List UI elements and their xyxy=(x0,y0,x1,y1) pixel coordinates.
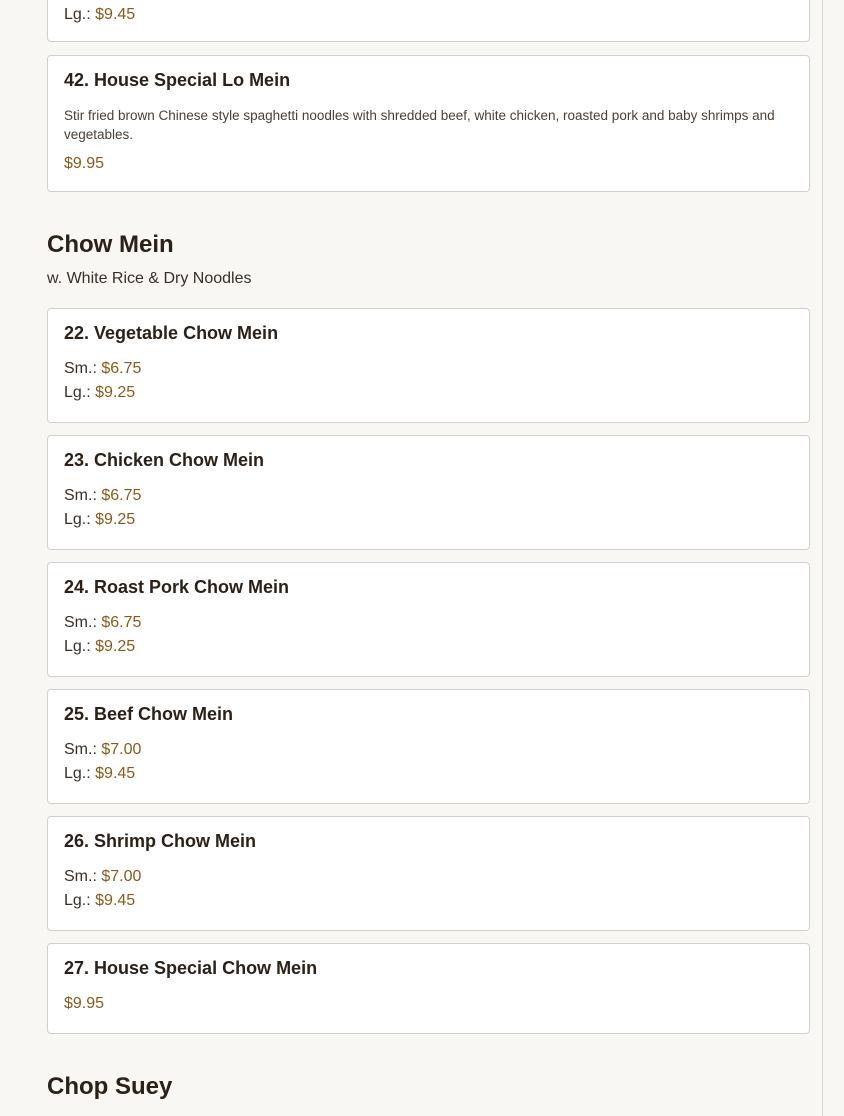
large-price-line xyxy=(64,510,135,530)
small-price-line xyxy=(64,359,141,379)
price: $9.25 xyxy=(95,638,136,655)
price: $9.45 xyxy=(95,765,136,782)
menu-item-title: 23. Chicken Chow Mein xyxy=(64,450,265,470)
price: $9.45 xyxy=(95,892,136,909)
price: $9.25 xyxy=(95,511,136,528)
size-label: Lg.: xyxy=(64,511,91,528)
size-label: Lg.: xyxy=(64,892,91,909)
size-label: Sm.: xyxy=(64,614,97,631)
menu-item-title: 42. House Special Lo Mein xyxy=(64,70,291,90)
size-label: Sm.: xyxy=(64,360,97,377)
price: $6.75 xyxy=(101,487,142,504)
menu-item-title: 26. Shrimp Chow Mein xyxy=(64,831,257,851)
small-price-line xyxy=(64,740,141,760)
size-label: Lg.: xyxy=(64,765,91,782)
price-line xyxy=(64,154,104,174)
price: $6.75 xyxy=(101,614,142,631)
content-right-border xyxy=(822,0,823,1116)
size-label: Sm.: xyxy=(64,868,97,885)
menu-item-card[interactable] xyxy=(47,943,810,1034)
menu-item-title: 25. Beef Chow Mein xyxy=(64,704,234,724)
size-label: Sm.: xyxy=(64,487,97,504)
menu-item-card[interactable] xyxy=(47,562,810,677)
price: $9.95 xyxy=(64,155,105,172)
menu-item-card[interactable] xyxy=(47,308,810,423)
large-price-line xyxy=(64,891,135,911)
menu-item-card[interactable] xyxy=(47,0,810,42)
menu-item-title: 22. Vegetable Chow Mein xyxy=(64,323,279,343)
price: $9.45 xyxy=(95,6,136,23)
section-title: Chow Mein xyxy=(47,231,174,258)
price: $7.00 xyxy=(101,741,142,758)
size-label: Lg.: xyxy=(64,638,91,655)
menu-item-card[interactable] xyxy=(47,435,810,550)
menu-item-card[interactable] xyxy=(47,55,810,192)
section-subtitle: w. White Rice & Dry Noodles xyxy=(47,270,252,287)
small-price-line xyxy=(64,486,141,506)
large-price-line xyxy=(64,764,135,784)
size-label: Lg.: xyxy=(64,6,91,23)
price: $9.95 xyxy=(64,995,105,1012)
small-price-line xyxy=(64,613,141,633)
menu-item-card[interactable] xyxy=(47,689,810,804)
small-price-line xyxy=(64,867,141,887)
large-price-line xyxy=(64,383,135,403)
menu-item-title: 24. Roast Pork Chow Mein xyxy=(64,577,290,597)
price-line xyxy=(64,994,104,1014)
price: $7.00 xyxy=(101,868,142,885)
menu-item-description: Stir fried brown Chinese style spaghetti noodles with shredded beef, white chicken, roasted pork and baby shrimps and vegetables. xyxy=(64,108,775,142)
price: $6.75 xyxy=(101,360,142,377)
menu-item-card[interactable] xyxy=(47,816,810,931)
large-price-line xyxy=(64,5,135,25)
size-label: Sm.: xyxy=(64,741,97,758)
menu-item-title: 27. House Special Chow Mein xyxy=(64,958,318,978)
large-price-line xyxy=(64,637,135,657)
price: $9.25 xyxy=(95,384,136,401)
section-title: Chop Suey xyxy=(47,1073,173,1100)
size-label: Lg.: xyxy=(64,384,91,401)
